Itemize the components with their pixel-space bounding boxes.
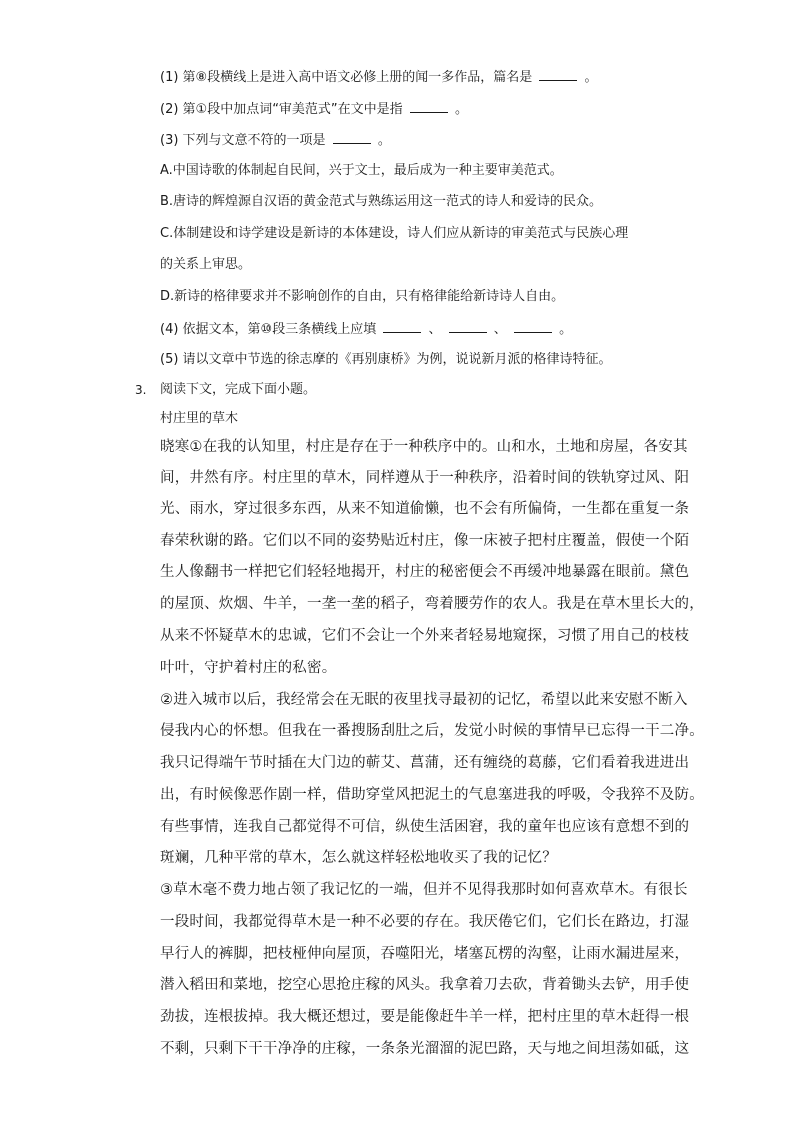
passage-line: 的屋顶、炊烟、牛羊，一垄一垄的稻子，弯着腰劳作的农人。我是在草木里长大的， xyxy=(160,596,704,612)
passage-line: 潜入稻田和菜地，挖空心思抢庄稼的风头。我拿着刀去砍，背着锄头去铲，用手使 xyxy=(160,977,690,993)
option-c-line-2: 的关系上审思。 xyxy=(160,257,252,272)
answer-blank xyxy=(333,130,371,144)
question-4 xyxy=(160,319,572,339)
question-2 xyxy=(160,99,468,119)
passage-line: 出，有时候像恶作剧一样，借助穿堂风把泥土的气息塞进我的呼吸，令我猝不及防。 xyxy=(160,787,704,803)
passage-line: ②进入城市以后，我经常会在无眠的夜里找寻最初的记忆，希望以此来安慰不断入 xyxy=(160,692,688,708)
passage-line: ③草木毫不费力地占领了我记忆的一端，但并不见得我那时如何喜欢草木。有很长 xyxy=(160,882,688,898)
answer-blank xyxy=(410,99,448,113)
question-1-end: 。 xyxy=(584,70,598,85)
question-3-end: 。 xyxy=(377,133,391,148)
question-4-text: (4) 依据文本，第⑩段三条横线上应填 xyxy=(160,322,377,337)
answer-blank xyxy=(383,319,421,333)
question-3 xyxy=(160,130,391,150)
option-b: B.唐诗的辉煌源自汉语的黄金范式与熟练运用这一范式的诗人和爱诗的民众。 xyxy=(160,194,603,209)
question-2-text: (2) 第①段中加点词“审美范式”在文中是指 xyxy=(160,102,403,117)
passage-line: 劲拔，连根拔掉。我大概还想过，要是能像赶牛羊一样，把村庄里的草木赶得一根 xyxy=(160,1009,690,1025)
passage-line: 生人像翻书一样把它们轻轻地揭开，村庄的秘密便会不再缓冲地暴露在眼前。黛色 xyxy=(160,564,690,580)
question-4-sep: 、 xyxy=(428,322,442,337)
passage-line: 一段时间，我都觉得草木是一种不必要的存在。我厌倦它们，它们长在路边，打湿 xyxy=(160,914,690,930)
question-2-end: 。 xyxy=(454,102,468,117)
passage-line: 早行人的裤脚，把枝桠伸向屋顶，吞噬阳光，堵塞瓦楞的沟壑，让雨水漏进屋来， xyxy=(160,946,690,962)
answer-blank xyxy=(539,67,577,81)
passage-line: 不剩，只剩下干干净净的庄稼，一条条光溜溜的泥巴路，天与地之间坦荡如砥，这 xyxy=(160,1041,690,1057)
passage-line: 斑斓，几种平常的草木，怎么就这样轻松地收买了我的记忆？ xyxy=(160,850,557,866)
passage-line: 光、雨水，穿过很多东西，从来不知道偷懒，也不会有所偏倚，一生都在重复一条 xyxy=(160,501,690,517)
option-d: D.新诗的格律要求并不影响创作的自由，只有格律能给新诗诗人自由。 xyxy=(160,289,565,304)
section-instruction: 阅读下文，完成下面小题。 xyxy=(160,382,317,397)
passage-line: 有些事情，连我自己都觉得不可信，纵使生活困窘，我的童年也应该有意想不到的 xyxy=(160,819,690,835)
passage-line: 间，井然有序。村庄里的草木，同样遵从于一种秩序，沿着时间的铁轨穿过风、阳 xyxy=(160,470,690,486)
passage-line: 晓寒①在我的认知里，村庄是存在于一种秩序中的。山和水，土地和房屋，各安其 xyxy=(160,439,688,455)
passage-title: 村庄里的草木 xyxy=(160,411,239,426)
question-3-text: (3) 下列与文意不符的一项是 xyxy=(160,133,326,148)
answer-blank xyxy=(514,319,552,333)
passage-line: 叶叶，守护着村庄的私密。 xyxy=(160,660,337,676)
option-c-line-1: C.体制建设和诗学建设是新诗的本体建设，诗人们应从新诗的审美范式与民族心理 xyxy=(160,226,629,241)
question-1 xyxy=(160,67,598,87)
question-4-sep: 、 xyxy=(493,322,507,337)
passage-line: 春荣秋谢的路。它们以不同的姿势贴近村庄，像一床被子把村庄覆盖，假使一个陌 xyxy=(160,533,690,549)
passage-line: 我只记得端午节时插在大门边的蕲艾、菖蒲，还有缠绕的葛藤，它们看着我进进出 xyxy=(160,755,690,771)
option-a: A.中国诗歌的体制起自民间，兴于文士，最后成为一种主要审美范式。 xyxy=(160,163,563,178)
passage-line: 侵我内心的怀想。但我在一番搜肠刮肚之后，发觉小时候的事情早已忘得一干二净。 xyxy=(160,723,704,739)
question-4-end: 。 xyxy=(559,322,573,337)
answer-blank xyxy=(449,319,487,333)
passage-line: 从来不怀疑草木的忠诚，它们不会让一个外来者轻易地窥探，习惯了用自己的枝枝 xyxy=(160,628,690,644)
question-5: (5) 请以文章中节选的徐志摩的《再别康桥》为例，说说新月派的格律诗特征。 xyxy=(160,352,612,367)
section-number: 3. xyxy=(135,383,147,397)
question-1-text: (1) 第⑧段横线上是进入高中语文必修上册的闻一多作品，篇名是 xyxy=(160,70,533,85)
